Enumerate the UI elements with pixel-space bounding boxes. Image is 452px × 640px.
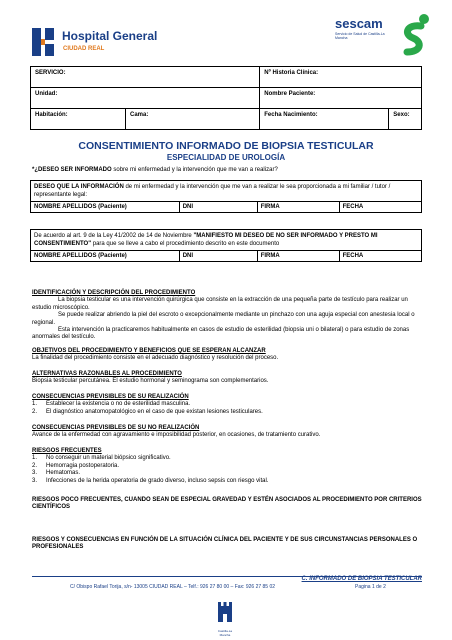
section-riesgos [32,448,422,485]
question-rest: sobre mi enfermedad y la intervención que me van a realizar? [111,167,278,173]
section-paragraph: Biopsia testicular percutánea. El estudio hormonal y seminograma son complementarios. [32,378,269,385]
no-info-text [31,230,421,250]
sescam-wordmark: sescam [335,16,383,31]
col-fecha[interactable]: FECHA [339,202,421,213]
item-text: Hematomas. [46,470,81,477]
castilla-la-mancha-logo [214,598,236,637]
no-info-box [30,229,422,262]
list-item [32,478,422,485]
informed-question [32,167,278,173]
sescam-s-icon [395,12,433,58]
list-item [32,470,422,477]
section-heading: IDENTIFICACIÓN Y DESCRIPCIÓN DEL PROCEDIMIENTO [32,290,196,296]
habitacion-field[interactable]: Habitación: [31,109,126,130]
fecha-nacimiento-field[interactable]: Fecha Nacimiento: [260,109,389,130]
section-heading: RIESGOS Y CONSECUENCIAS EN FUNCIÓN DE LA SITUACIÓN CLÍNICA DEL PACIENTE Y DE SUS CIRCUNSTANCIAS PERSONALES O PROFESIONALES [32,537,418,551]
hospital-cross-icon [32,26,58,58]
item-number: 3. [32,477,38,484]
col-nombre[interactable]: NOMBRE APELLIDOS (Paciente) [31,202,179,213]
family-info-bold: DESEO QUE LA INFORMACIÓN [34,184,124,190]
sescam-logo [335,12,435,58]
item-text: No conseguir un material biópsico significativo. [46,455,171,462]
item-text: Establecer la existencia o no de esterilidad masculina. [46,401,191,408]
col-nombre[interactable]: NOMBRE APELLIDOS (Paciente) [31,251,179,262]
section-heading: RIESGOS FRECUENTES [32,448,102,454]
item-number: 1. [32,455,38,462]
family-info-rest: de mi enfermedad y la intervención que me van a realizar le sea proporcionada a mi familiar / tutor / representante legal: [34,184,391,198]
list-item [32,409,422,416]
section-identificacion [32,290,422,342]
hospital-general-logo [32,26,162,60]
col-firma[interactable]: FIRMA [257,202,339,213]
section-heading: CONSECUENCIAS PREVISIBLES DE SU REALIZACIÓN [32,394,189,400]
no-info-bold: "MANIFIESTO MI DESEO DE NO SER INFORMADO Y PRESTO MI CONSENTIMIENTO" [34,233,378,247]
col-dni[interactable]: DNI [179,202,257,213]
section-paragraph: La finalidad del procedimiento consiste en el adecuado diagnóstico y resolución del proceso. [32,355,279,362]
section-heading: CONSECUENCIAS PREVISIBLES DE SU NO REALIZACIÓN [32,425,200,431]
castilla-la-mancha-text: Castilla-La Mancha [217,629,233,637]
sexo-field[interactable]: Sexo: [389,109,422,130]
unidad-field[interactable]: Unidad: [31,88,260,109]
cama-field[interactable]: Cama: [126,109,260,130]
question-prefix: *¿DESEO SER INFORMADO [32,167,112,173]
col-dni[interactable]: DNI [179,251,257,262]
no-info-pre: De acuerdo al art. 9 de la Ley 41/2002 de 14 de Noviembre [34,233,194,239]
no-info-post: para que se lleve a cabo el procedimiento descrito en este documento [91,241,280,247]
section-consecuencias [32,394,422,416]
item-number: 2. [32,462,38,469]
section-paragraph: Avance de la enfermedad con agravamiento e imposibilidad posterior, en ocasiones, de tratamiento curativo. [32,432,321,439]
hospital-name: Hospital General [62,29,158,43]
footer-address: C/ Obispo Rafael Torija, s/n- 13005 CIUDAD REAL – Telf.: 926 27 80 00 – Fax: 926 27 85 02 [70,584,276,590]
sescam-subtitle: Servicio de Salud de Castilla-La Mancha [335,32,385,40]
section-heading: OBJETIVOS DEL PROCEDIMIENTO Y BENEFICIOS QUE SE ESPERAN ALCANZAR [32,348,266,354]
item-text: Infecciones de la herida operatoria de grado diverso, incluso sepsis con riesgo vital. [46,477,269,484]
item-text: El diagnóstico anatomopatológico en el caso de que existan lesiones testiculares. [46,408,263,415]
section-riesgos-situacion [32,537,422,552]
list-item [32,401,422,408]
list-item [32,455,422,462]
document-title: CONSENTIMIENTO INFORMADO DE BIOPSIA TESTICULAR [78,140,374,152]
section-paragraph: Esta intervención la practicaremos habitualmente en casos de estudio de esterilidad (biopsia uni o bilateral) o para estudio de zonas anormales del testículo. [32,327,410,341]
list-item [32,463,422,470]
section-paragraph: Se puede realizar abriendo la piel del escroto o excepcionalmente mediante un pinchazo con una aguja especial con anestesia local o regional. [32,312,415,326]
section-riesgos-poco-frecuentes [32,497,422,512]
col-firma[interactable]: FIRMA [257,251,339,262]
footer-document-name: C. INFORMADO DE BIOPSIA TESTICULAR [301,576,422,582]
servicio-field[interactable]: SERVICIO: [31,67,260,88]
item-text: Hemorragia postoperatoria. [46,462,120,469]
section-heading: RIESGOS POCO FRECUENTES, CUANDO SEAN DE ESPECIAL GRAVEDAD Y ESTÉN ASOCIADOS AL PROCEDIMIENTO POR CRITERIOS CIENTÍFICOS [32,497,422,511]
family-info-box [30,180,422,213]
col-fecha[interactable]: FECHA [339,251,421,262]
item-number: 1. [32,401,38,408]
family-info-text [31,181,421,201]
section-no-realizacion [32,425,422,440]
section-alternativas [32,371,422,386]
item-number: 3. [32,470,38,477]
section-objetivos [32,348,422,363]
item-number: 2. [32,408,38,415]
footer-page-number: Pagina 1 de 2 [355,584,386,590]
document-subtitle: ESPECIALIDAD DE UROLOGÍA [166,153,286,162]
patient-form [30,66,422,130]
nombre-paciente-field[interactable]: Nombre Paciente: [260,88,422,109]
castle-icon [214,598,236,624]
section-paragraph: La biopsia testicular es una intervención quirúrgica que consiste en la extracción de una pequeña parte de testículo para realizar un estudio microscópico. [32,297,408,311]
hospital-city: CIUDAD REAL [63,46,105,52]
historia-field[interactable]: Nº Historia Clínica: [260,67,422,88]
section-heading: ALTERNATIVAS RAZONABLES AL PROCEDIMIENTO [32,371,182,377]
